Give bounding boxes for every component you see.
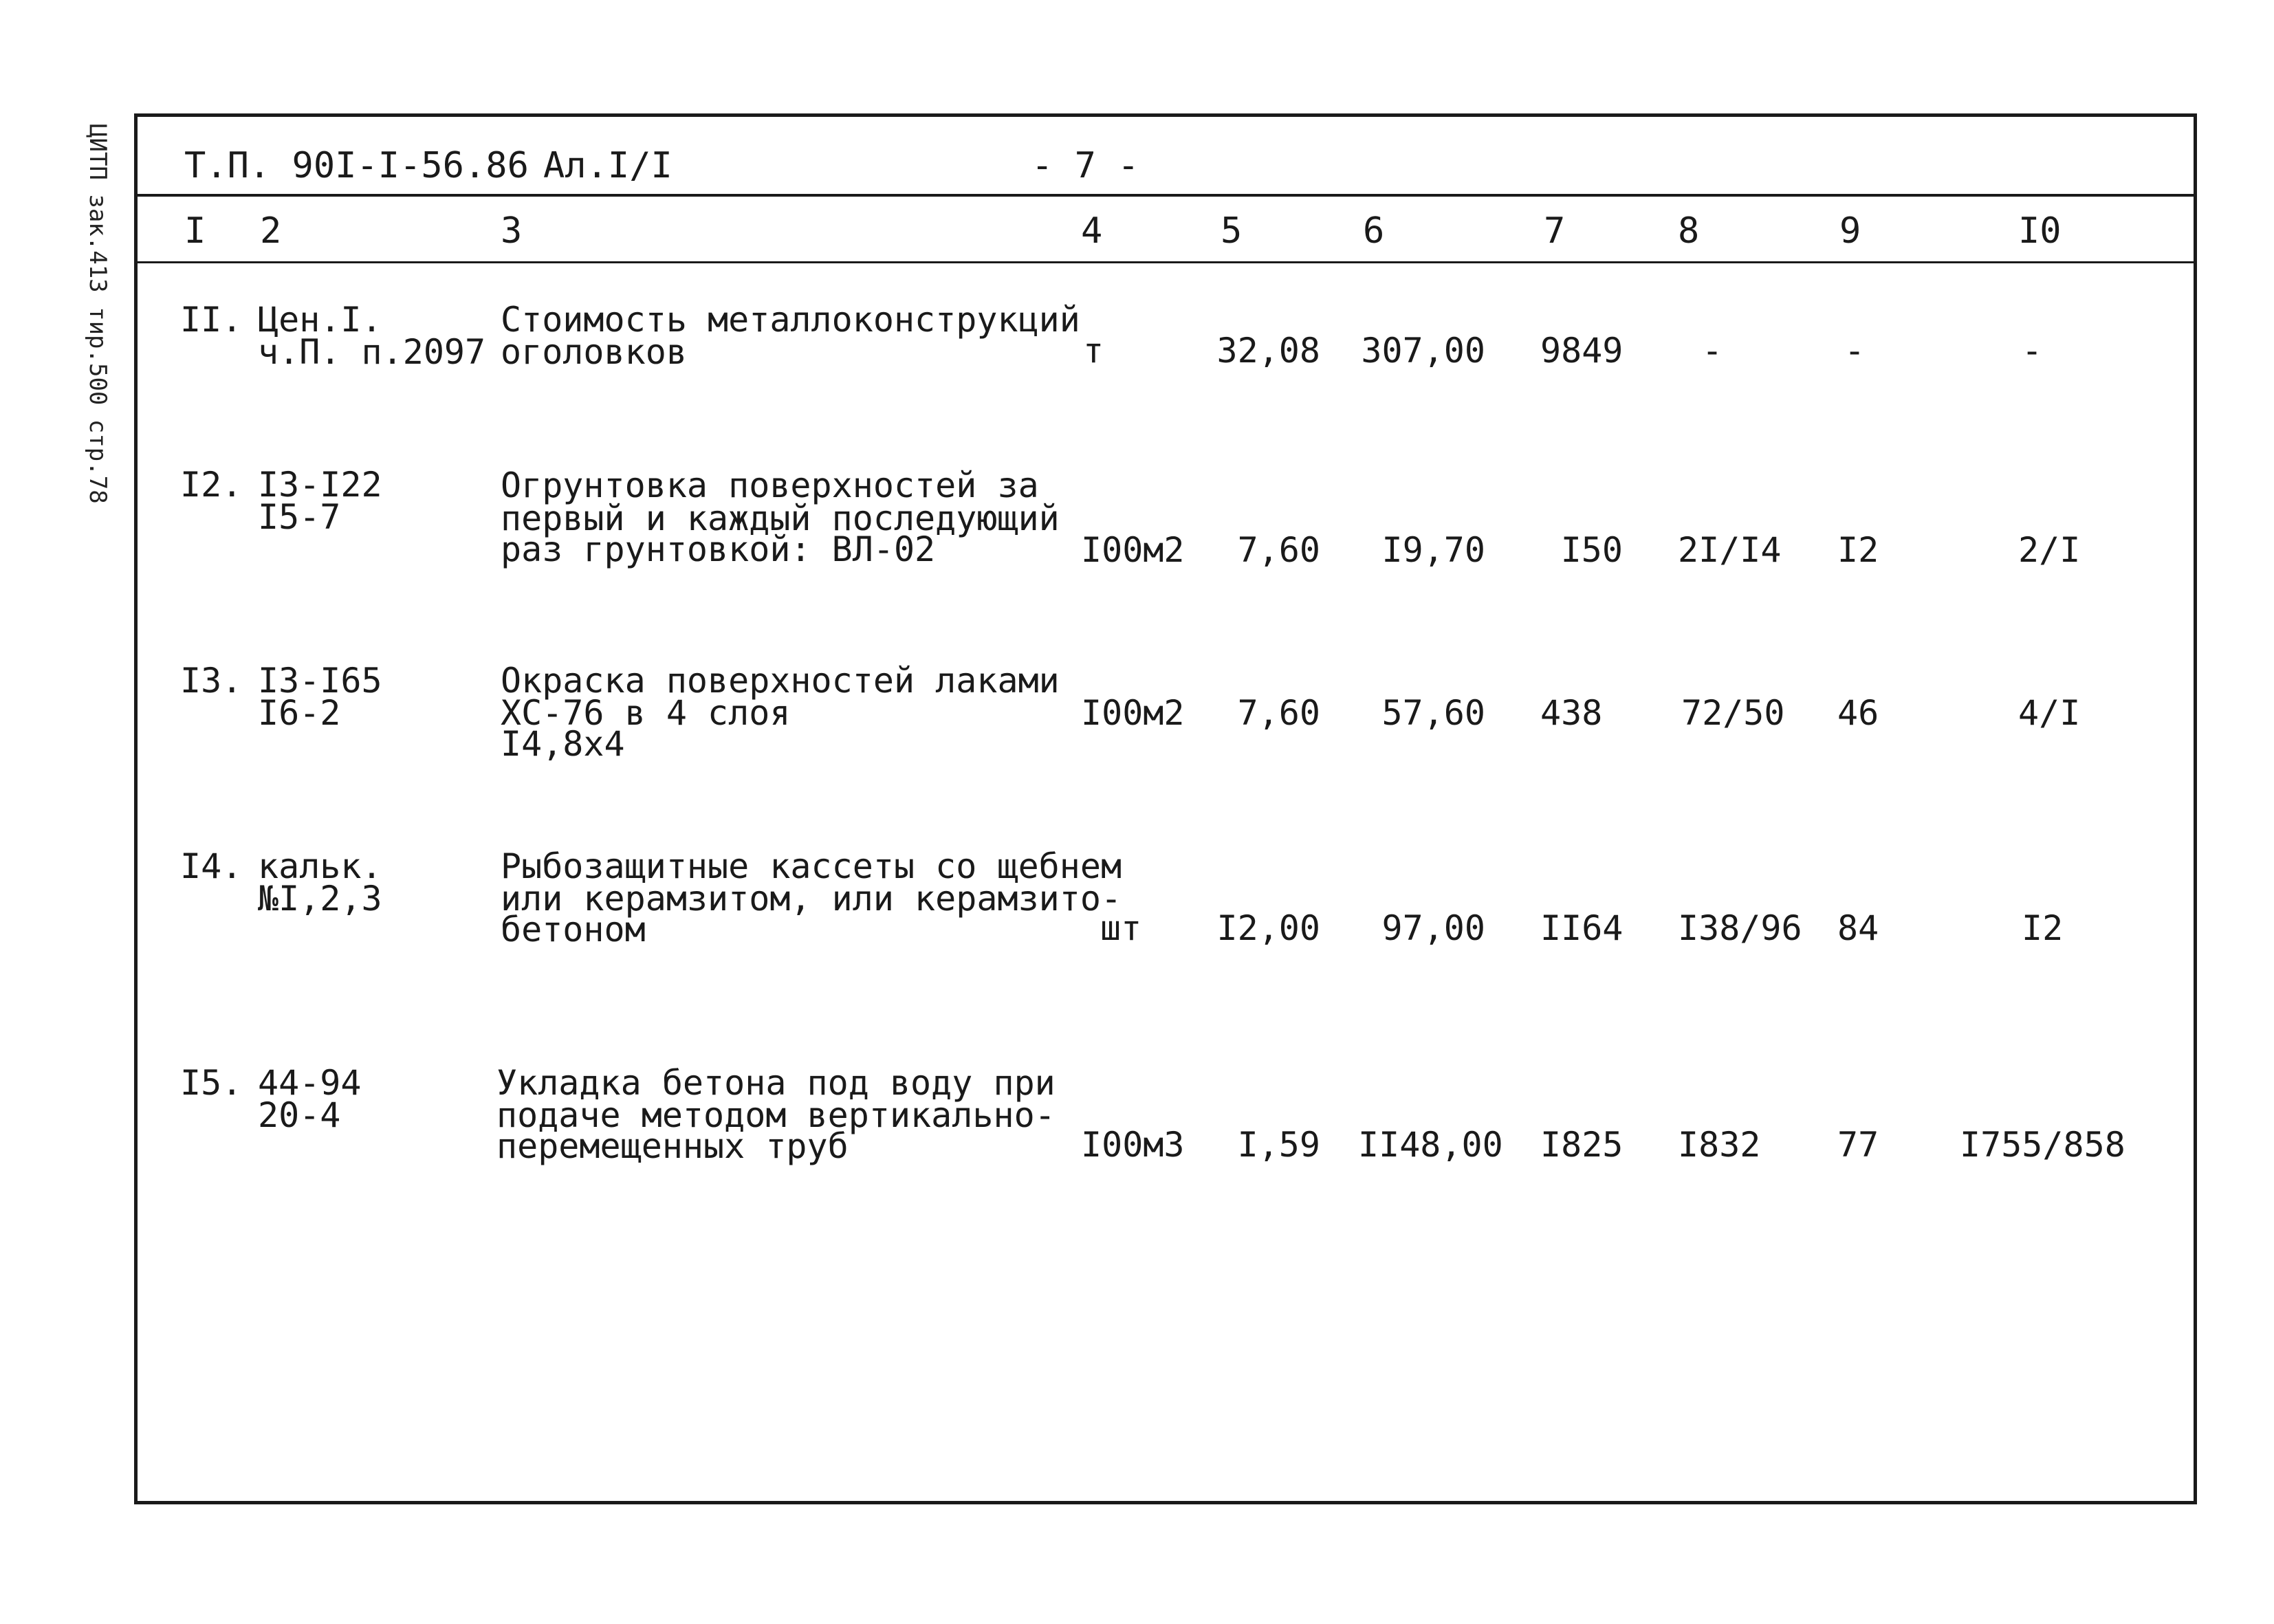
row-col9: I2 (1837, 530, 1879, 570)
row-number: I3. (180, 661, 243, 701)
col-header-10: I0 (2018, 210, 2062, 252)
row-quantity: 7,60 (1237, 530, 1320, 570)
row-unit: I00м2 (1081, 530, 1185, 570)
row-quantity: I2,00 (1216, 908, 1320, 948)
row-code: 44-94 20-4 (258, 1063, 362, 1135)
col-header-6: 6 (1363, 210, 1385, 252)
col-header-9: 9 (1839, 210, 1861, 252)
row-unit: I00м2 (1081, 693, 1185, 733)
col-header-5: 5 (1221, 210, 1243, 252)
row-col8: - (1702, 331, 1723, 371)
row-total-cost: 9849 (1540, 331, 1623, 371)
row-col8: I832 (1678, 1125, 1761, 1165)
row-quantity: I,59 (1237, 1125, 1320, 1165)
row-col8: 2I/I4 (1678, 530, 1782, 570)
row-unit: т (1083, 331, 1104, 371)
row-col9: 84 (1837, 908, 1879, 948)
doc-code: Т.П. 90I-I-56.86 (184, 145, 529, 186)
row-code: Цен.I. ч.П. п.2097 (258, 300, 486, 372)
row-total-cost: I825 (1540, 1125, 1623, 1165)
row-col9: - (1844, 331, 1866, 371)
row-col8: I38/96 (1678, 908, 1802, 948)
row-code: кальк. №I,2,3 (258, 846, 382, 919)
row-col9: 46 (1837, 693, 1879, 733)
header-divider (138, 194, 2194, 197)
row-col10: 2/I (2018, 530, 2081, 570)
row-unit: шт (1100, 908, 1142, 948)
col-header-7: 7 (1544, 210, 1566, 252)
row-number: II. (180, 300, 243, 340)
row-col10: I2 (2022, 908, 2064, 948)
row-unit-cost: I9,70 (1381, 530, 1485, 570)
row-code: I3-I65 I6-2 (258, 661, 382, 733)
col-header-8: 8 (1678, 210, 1700, 252)
row-unit: I00м3 (1081, 1125, 1185, 1165)
row-total-cost: 438 (1540, 693, 1603, 733)
col-header-2: 2 (260, 210, 282, 252)
column-header-divider (138, 261, 2194, 263)
row-col10: I755/858 (1960, 1125, 2125, 1165)
row-code: I3-I22 I5-7 (258, 465, 382, 537)
row-quantity: 32,08 (1216, 331, 1320, 371)
row-col9: 77 (1837, 1125, 1879, 1165)
row-unit-cost: 97,00 (1381, 908, 1485, 948)
row-total-cost: I50 (1560, 530, 1623, 570)
row-number: I4. (180, 846, 243, 886)
col-header-1: I (184, 210, 206, 252)
row-description: Окраска поверхностей лаками ХС-76 в 4 слоя I4,8x4 (501, 661, 1060, 764)
row-description: Укладка бетона под воду при подаче методом вертикально- перемещенных труб (496, 1063, 1056, 1166)
row-total-cost: II64 (1540, 908, 1623, 948)
row-description: Огрунтовка поверхностей за первый и каждый последующий раз грунтовкой: ВЛ-02 (501, 465, 1060, 569)
row-unit-cost: 307,00 (1361, 331, 1485, 371)
side-note: ЦИТП зак.413 тир.500 стр.78 (84, 124, 111, 504)
col-header-4: 4 (1081, 210, 1103, 252)
row-col10: - (2022, 331, 2043, 371)
col-header-3: 3 (501, 210, 523, 252)
row-quantity: 7,60 (1237, 693, 1320, 733)
row-col10: 4/I (2018, 693, 2081, 733)
row-unit-cost: 57,60 (1381, 693, 1485, 733)
row-description: Рыбозащитные кассеты со щебнем или керамзитом, или керамзито- бетоном (501, 846, 1122, 950)
row-description: Стоимость металлоконструкций оголовков (501, 300, 1080, 372)
row-col8: 72/50 (1681, 693, 1785, 733)
row-number: I2. (180, 465, 243, 505)
row-number: I5. (180, 1063, 243, 1103)
row-unit-cost: II48,00 (1358, 1125, 1503, 1165)
album-ref: Ал.I/I (543, 145, 673, 186)
page-number: - 7 - (1031, 145, 1139, 186)
